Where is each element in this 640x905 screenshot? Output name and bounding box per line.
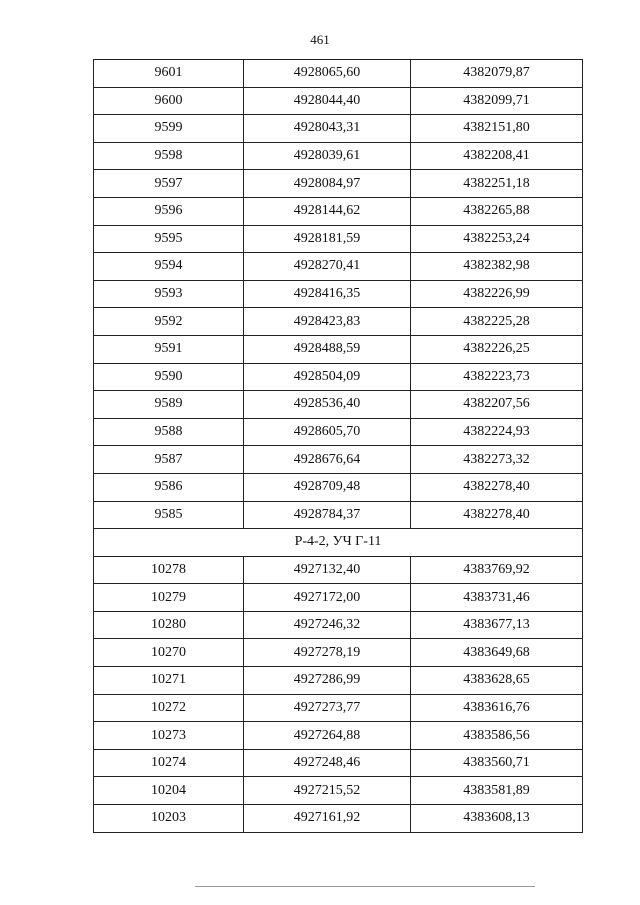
table-row: [94, 501, 583, 529]
x-coordinate-cell: 4928536,40: [244, 391, 411, 419]
y-coordinate-cell: 4383628,65: [411, 667, 583, 695]
y-coordinate-cell: 4382265,88: [411, 197, 583, 225]
point-number-cell: 10272: [94, 694, 244, 722]
y-coordinate-cell: 4383560,71: [411, 749, 583, 777]
table-row: [94, 556, 583, 584]
point-number-cell: 9586: [94, 473, 244, 501]
y-coordinate-cell: 4382226,25: [411, 335, 583, 363]
table-row: [94, 197, 583, 225]
x-coordinate-cell: 4928784,37: [244, 501, 411, 529]
table-row: [94, 280, 583, 308]
point-number-cell: 10271: [94, 667, 244, 695]
x-coordinate-cell: 4928423,83: [244, 308, 411, 336]
table-row: [94, 142, 583, 170]
table-row: [94, 611, 583, 639]
x-coordinate-cell: 4928044,40: [244, 87, 411, 115]
y-coordinate-cell: 4382151,80: [411, 115, 583, 143]
y-coordinate-cell: 4383608,13: [411, 805, 583, 833]
point-number-cell: 10203: [94, 805, 244, 833]
table-row: [94, 115, 583, 143]
x-coordinate-cell: 4928270,41: [244, 253, 411, 281]
table-row: [94, 667, 583, 695]
y-coordinate-cell: 4383586,56: [411, 722, 583, 750]
table-row: [94, 749, 583, 777]
y-coordinate-cell: 4382099,71: [411, 87, 583, 115]
point-number-cell: 10280: [94, 611, 244, 639]
y-coordinate-cell: 4382207,56: [411, 391, 583, 419]
point-number-cell: 9601: [94, 60, 244, 88]
x-coordinate-cell: 4928504,09: [244, 363, 411, 391]
table-row: [94, 418, 583, 446]
point-number-cell: 10274: [94, 749, 244, 777]
point-number-cell: 9591: [94, 335, 244, 363]
y-coordinate-cell: 4382253,24: [411, 225, 583, 253]
point-number-cell: 9592: [94, 308, 244, 336]
point-number-cell: 9588: [94, 418, 244, 446]
y-coordinate-cell: 4382223,73: [411, 363, 583, 391]
point-number-cell: 9585: [94, 501, 244, 529]
y-coordinate-cell: 4383677,13: [411, 611, 583, 639]
x-coordinate-cell: 4928144,62: [244, 197, 411, 225]
x-coordinate-cell: 4928488,59: [244, 335, 411, 363]
y-coordinate-cell: 4382208,41: [411, 142, 583, 170]
point-number-cell: 9594: [94, 253, 244, 281]
x-coordinate-cell: 4928709,48: [244, 473, 411, 501]
y-coordinate-cell: 4382382,98: [411, 253, 583, 281]
y-coordinate-cell: 4382278,40: [411, 473, 583, 501]
x-coordinate-cell: 4928416,35: [244, 280, 411, 308]
x-coordinate-cell: 4928605,70: [244, 418, 411, 446]
x-coordinate-cell: 4927161,92: [244, 805, 411, 833]
table-row: [94, 391, 583, 419]
point-number-cell: 9587: [94, 446, 244, 474]
x-coordinate-cell: 4928676,64: [244, 446, 411, 474]
bottom-rule: [195, 886, 535, 887]
point-number-cell: 9599: [94, 115, 244, 143]
x-coordinate-cell: 4927278,19: [244, 639, 411, 667]
y-coordinate-cell: 4382251,18: [411, 170, 583, 198]
point-number-cell: 9590: [94, 363, 244, 391]
y-coordinate-cell: 4382224,93: [411, 418, 583, 446]
x-coordinate-cell: 4928039,61: [244, 142, 411, 170]
table-row: [94, 694, 583, 722]
y-coordinate-cell: 4383616,76: [411, 694, 583, 722]
x-coordinate-cell: 4928065,60: [244, 60, 411, 88]
point-number-cell: 10278: [94, 556, 244, 584]
x-coordinate-cell: 4927248,46: [244, 749, 411, 777]
table-row: [94, 584, 583, 612]
y-coordinate-cell: 4382225,28: [411, 308, 583, 336]
table-row: [94, 722, 583, 750]
table-row: [94, 170, 583, 198]
point-number-cell: 9597: [94, 170, 244, 198]
table-row: [94, 363, 583, 391]
table-row: [94, 777, 583, 805]
table-row: [94, 87, 583, 115]
table-row: [94, 805, 583, 833]
section-heading: Р-4-2, УЧ Г-11: [94, 529, 583, 557]
page-number: 461: [310, 32, 330, 47]
section-heading-row: [94, 529, 583, 557]
point-number-cell: 10279: [94, 584, 244, 612]
y-coordinate-cell: 4383731,46: [411, 584, 583, 612]
y-coordinate-cell: 4382226,99: [411, 280, 583, 308]
y-coordinate-cell: 4382273,32: [411, 446, 583, 474]
y-coordinate-cell: 4383649,68: [411, 639, 583, 667]
x-coordinate-cell: 4927246,32: [244, 611, 411, 639]
table-row: [94, 473, 583, 501]
x-coordinate-cell: 4928084,97: [244, 170, 411, 198]
x-coordinate-cell: 4928181,59: [244, 225, 411, 253]
point-number-cell: 9593: [94, 280, 244, 308]
coordinates-table-body: [94, 60, 583, 833]
table-row: [94, 225, 583, 253]
x-coordinate-cell: 4927264,88: [244, 722, 411, 750]
table-row: [94, 335, 583, 363]
table-row: [94, 60, 583, 88]
point-number-cell: 9596: [94, 197, 244, 225]
point-number-cell: 9598: [94, 142, 244, 170]
x-coordinate-cell: 4927132,40: [244, 556, 411, 584]
x-coordinate-cell: 4927273,77: [244, 694, 411, 722]
table-row: [94, 308, 583, 336]
x-coordinate-cell: 4928043,31: [244, 115, 411, 143]
y-coordinate-cell: 4382079,87: [411, 60, 583, 88]
x-coordinate-cell: 4927286,99: [244, 667, 411, 695]
table-row: [94, 639, 583, 667]
table-row: [94, 253, 583, 281]
point-number-cell: 10204: [94, 777, 244, 805]
point-number-cell: 10270: [94, 639, 244, 667]
point-number-cell: 10273: [94, 722, 244, 750]
point-number-cell: 9595: [94, 225, 244, 253]
y-coordinate-cell: 4383581,89: [411, 777, 583, 805]
table-row: [94, 446, 583, 474]
point-number-cell: 9600: [94, 87, 244, 115]
y-coordinate-cell: 4383769,92: [411, 556, 583, 584]
y-coordinate-cell: 4382278,40: [411, 501, 583, 529]
x-coordinate-cell: 4927172,00: [244, 584, 411, 612]
x-coordinate-cell: 4927215,52: [244, 777, 411, 805]
coordinates-table: [93, 59, 583, 833]
point-number-cell: 9589: [94, 391, 244, 419]
